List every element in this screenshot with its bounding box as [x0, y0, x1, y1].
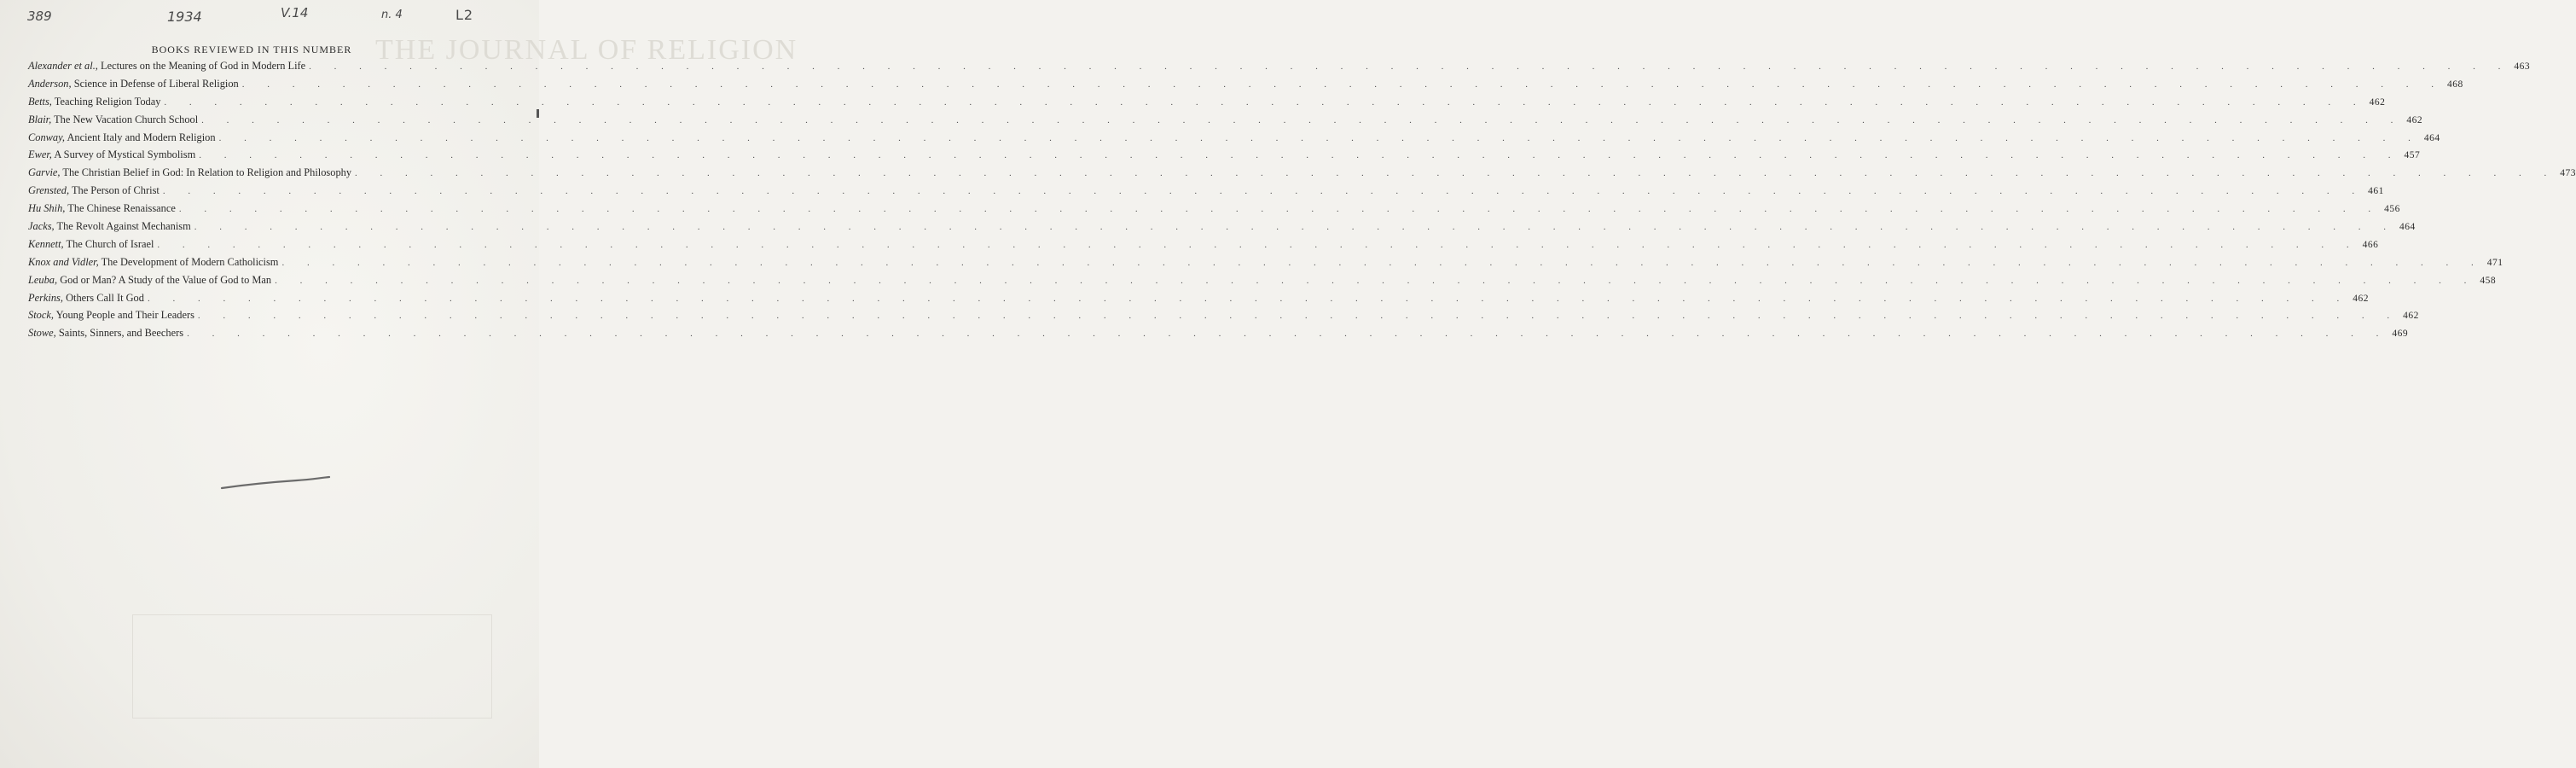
- list-item: [28, 237, 2379, 256]
- handwritten-note: n. 4: [381, 9, 403, 21]
- entry-author: Stowe,: [28, 327, 56, 340]
- entry-page-number: 469: [2392, 329, 2409, 340]
- entry-author: Perkins,: [28, 291, 63, 304]
- entry-text: [28, 131, 216, 144]
- entry-title: Saints, Sinners, and Beechers: [58, 327, 184, 340]
- entry-author: Ewer,: [28, 148, 52, 161]
- entry-author: Hu Shih,: [28, 202, 66, 215]
- pencil-stroke: [220, 474, 333, 493]
- list-item: [28, 148, 2421, 166]
- entry-page-number: 458: [2480, 275, 2497, 286]
- page-heading: BOOKS REVIEWED IN THIS NUMBER: [151, 44, 352, 55]
- entry-text: [28, 166, 351, 179]
- dot-leader: [275, 276, 2476, 286]
- entry-page-number: 464: [2399, 222, 2416, 233]
- list-item: [28, 220, 2416, 238]
- list-item: [28, 309, 2419, 327]
- entry-author: Alexander et al.,: [28, 60, 98, 72]
- dot-leader: [219, 133, 2421, 143]
- edge-mark: [537, 109, 539, 118]
- entry-text: [28, 113, 198, 126]
- dot-leader: [199, 150, 2400, 160]
- entry-author: Grensted,: [28, 184, 70, 197]
- entry-page-number: 462: [2369, 96, 2386, 108]
- entry-text: [28, 238, 154, 251]
- list-item: [28, 273, 2497, 292]
- list-item: [28, 255, 2503, 274]
- entry-text: [28, 78, 239, 90]
- entry-title: The Church of Israel: [66, 237, 154, 250]
- list-item: [28, 131, 2440, 149]
- entry-text: [28, 184, 160, 197]
- dot-leader: [148, 294, 2349, 304]
- entry-page-number: 468: [2446, 79, 2463, 90]
- entry-page-number: 462: [2403, 311, 2419, 322]
- dot-leader: [157, 240, 2358, 250]
- entry-author: Jacks,: [28, 220, 55, 233]
- entry-title: Young People and Their Leaders: [55, 309, 194, 322]
- entry-author: Anderson,: [28, 77, 72, 90]
- entry-page-number: 462: [2353, 293, 2369, 304]
- entry-text: [28, 292, 144, 305]
- list-item: [28, 77, 2463, 96]
- entry-page-number: 473: [2560, 168, 2576, 179]
- entry-text: [28, 220, 191, 233]
- books-reviewed-list: [28, 60, 2576, 345]
- entry-title: Lectures on the Meaning of God in Modern Life: [101, 60, 306, 72]
- list-item: [28, 95, 2386, 113]
- entry-page-number: 462: [2406, 114, 2423, 125]
- entry-author: Leuba,: [28, 273, 58, 286]
- show-through-text: THE JOURNAL OF RELIGION: [375, 34, 798, 66]
- entry-title: The Christian Belief in God: In Relation to Religion and Philosophy: [62, 166, 352, 179]
- entry-title: A Survey of Mystical Symbolism: [54, 148, 196, 161]
- list-item: [28, 202, 2400, 220]
- entry-author: Stock,: [28, 309, 54, 322]
- entry-text: [28, 60, 305, 73]
- dot-leader: [198, 311, 2399, 321]
- entry-author: Kennett,: [28, 237, 64, 250]
- dot-leader: [163, 186, 2364, 196]
- entry-text: [28, 256, 278, 269]
- entry-page-number: 457: [2404, 150, 2421, 161]
- entry-author: Conway,: [28, 131, 66, 143]
- entry-page-number: 463: [2514, 61, 2531, 72]
- entry-text: [28, 327, 183, 340]
- entry-title: Others Call It God: [66, 291, 144, 304]
- entry-page-number: 461: [2368, 186, 2384, 197]
- dot-leader: [187, 329, 2388, 339]
- list-item: [28, 291, 2369, 310]
- entry-title: The Revolt Against Mechanism: [56, 220, 191, 233]
- list-item: [28, 166, 2576, 184]
- entry-title: The Person of Christ: [71, 184, 160, 197]
- handwritten-note: 1934: [167, 9, 202, 25]
- entry-page-number: 464: [2423, 132, 2440, 143]
- list-item: [28, 60, 2531, 78]
- dot-leader: [164, 97, 2365, 108]
- handwritten-note: 389: [27, 9, 52, 24]
- entry-title: The Development of Modern Catholicism: [101, 255, 279, 268]
- entry-author: Garvie,: [28, 166, 61, 179]
- handwritten-note: V.14: [281, 5, 309, 20]
- list-item: [28, 184, 2384, 202]
- entry-text: [28, 309, 194, 322]
- entry-page-number: 466: [2362, 239, 2379, 250]
- dot-leader: [355, 168, 2556, 178]
- entry-title: The New Vacation Church School: [54, 113, 199, 125]
- list-item: [28, 327, 2409, 345]
- entry-text: [28, 148, 195, 161]
- entry-page-number: 471: [2486, 257, 2503, 268]
- entry-title: Ancient Italy and Modern Religion: [67, 131, 216, 143]
- entry-text: [28, 274, 271, 287]
- dot-leader: [179, 204, 2381, 214]
- show-through-box: [132, 614, 492, 719]
- entry-text: [28, 202, 176, 215]
- entry-author: Knox and Vidler,: [28, 255, 99, 268]
- entry-author: Betts,: [28, 95, 52, 108]
- entry-text: [28, 96, 160, 108]
- entry-title: The Chinese Renaissance: [67, 202, 176, 215]
- dot-leader: [281, 258, 2483, 268]
- dot-leader: [201, 115, 2403, 125]
- entry-title: Teaching Religion Today: [54, 95, 161, 108]
- entry-title: God or Man? A Study of the Value of God to Man: [60, 273, 272, 286]
- entry-title: Science in Defense of Liberal Religion: [73, 77, 239, 90]
- dot-leader: [194, 222, 2396, 232]
- entry-page-number: 456: [2384, 204, 2400, 215]
- dot-leader: [242, 79, 2444, 90]
- dot-leader: [309, 61, 2510, 72]
- entry-author: Blair,: [28, 113, 52, 125]
- handwritten-note: L2: [455, 7, 474, 23]
- list-item: [28, 113, 2423, 131]
